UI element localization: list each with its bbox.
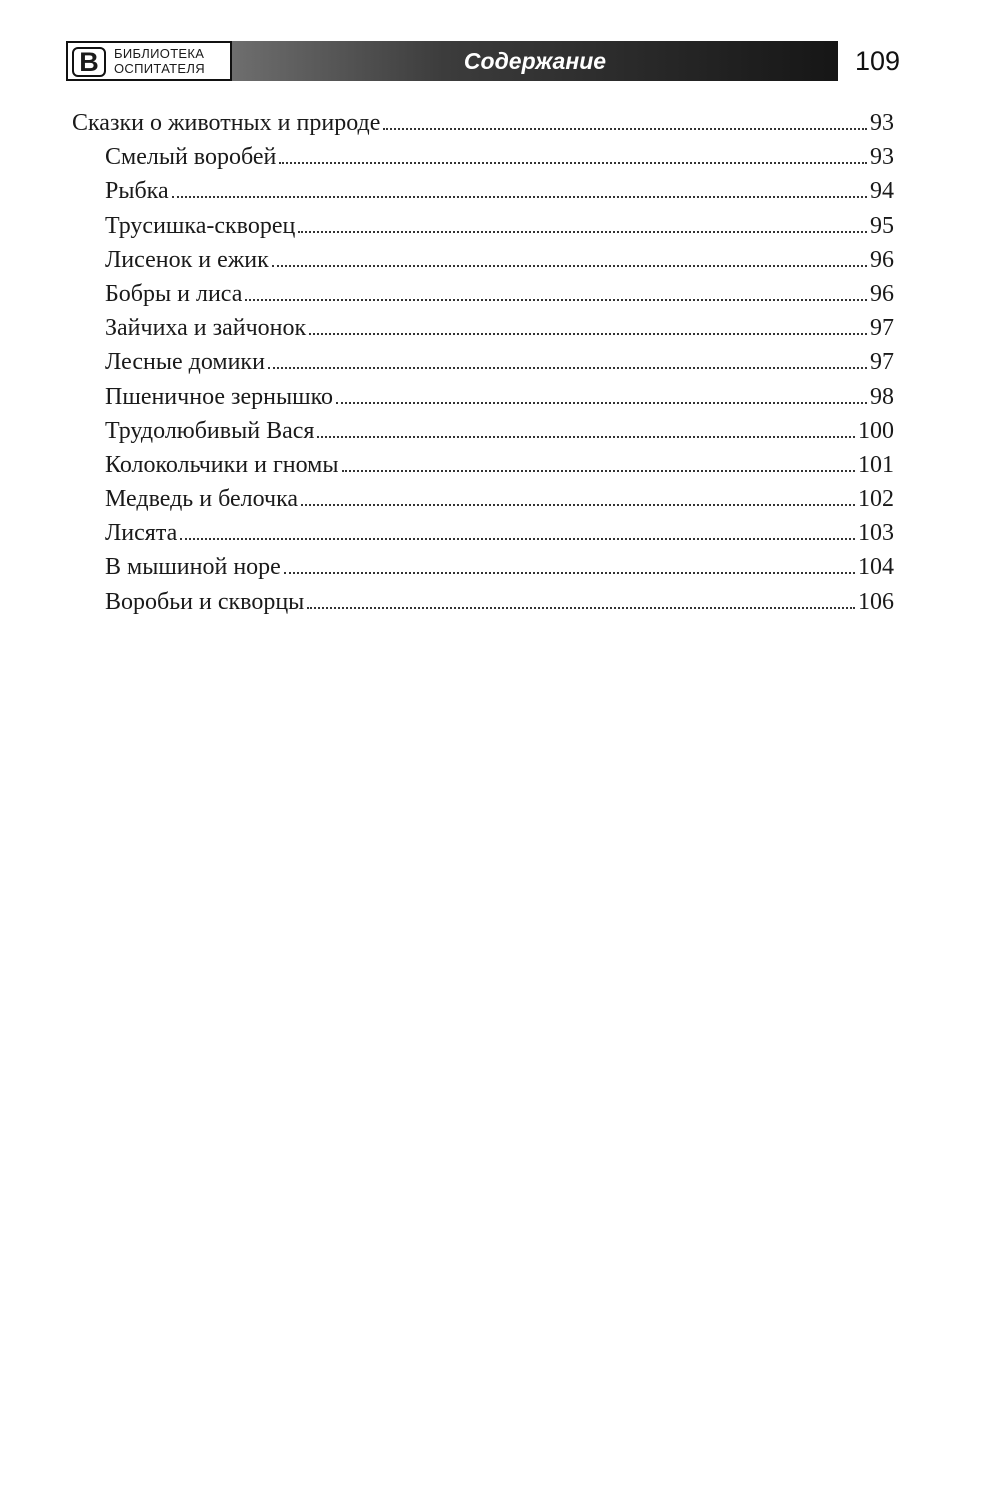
toc-entry-title: Сказки о животных и природе bbox=[72, 110, 381, 136]
toc-entry[interactable] bbox=[72, 345, 894, 379]
toc-entry[interactable] bbox=[72, 140, 894, 174]
toc-entry[interactable] bbox=[72, 414, 894, 448]
toc-entry-title: Зайчиха и зайчонок bbox=[105, 315, 307, 342]
page-header bbox=[66, 41, 900, 81]
series-logo bbox=[66, 41, 232, 81]
toc-entry-page: 104 bbox=[858, 554, 894, 581]
dot-leader bbox=[317, 436, 855, 438]
toc-entry-title: В мышиной норе bbox=[105, 554, 281, 581]
toc-entry-page: 106 bbox=[858, 588, 894, 615]
toc-entry-title: Лесные домики bbox=[105, 349, 265, 376]
toc-entry-title: Лисята bbox=[105, 520, 178, 547]
dot-leader bbox=[336, 402, 867, 404]
toc-entry[interactable] bbox=[72, 550, 894, 584]
toc-entry[interactable] bbox=[72, 482, 894, 516]
toc-entry[interactable] bbox=[72, 448, 894, 482]
toc-entry-page: 96 bbox=[870, 280, 894, 307]
dot-leader bbox=[172, 196, 867, 198]
dot-leader bbox=[298, 231, 867, 233]
toc-entry-page: 93 bbox=[870, 144, 894, 171]
dot-leader bbox=[301, 504, 855, 506]
toc-entry[interactable] bbox=[72, 243, 894, 277]
toc-entry-page: 98 bbox=[870, 383, 894, 410]
dot-leader bbox=[245, 299, 867, 301]
toc-entry-title: Воробьи и скворцы bbox=[105, 588, 305, 615]
toc-entry-title: Лисенок и ежик bbox=[105, 246, 269, 273]
toc-entry-page: 102 bbox=[858, 486, 894, 513]
toc-entry-title: Трудолюбивый Вася bbox=[105, 417, 315, 444]
toc-entry-page: 94 bbox=[870, 178, 894, 205]
section-title: Содержание bbox=[463, 48, 607, 74]
toc-entry-title: Бобры и лиса bbox=[105, 280, 243, 307]
dot-leader bbox=[284, 572, 855, 574]
dot-leader bbox=[307, 607, 855, 609]
dot-leader bbox=[342, 470, 856, 472]
toc-entry-title: Пшеничное зернышко bbox=[105, 383, 334, 410]
toc-entry-page: 95 bbox=[870, 212, 894, 239]
dot-leader bbox=[180, 538, 855, 540]
dot-leader bbox=[279, 162, 867, 164]
toc-entry[interactable] bbox=[72, 174, 894, 208]
toc-entry[interactable] bbox=[72, 585, 894, 619]
toc-entry-title: Смелый воробей bbox=[105, 144, 277, 171]
toc-entry[interactable] bbox=[72, 380, 894, 414]
toc-entry-page: 96 bbox=[870, 246, 894, 273]
toc-entry-page: 93 bbox=[870, 110, 894, 136]
dot-leader bbox=[268, 367, 867, 369]
header-bar bbox=[232, 41, 838, 81]
toc-entry[interactable] bbox=[72, 277, 894, 311]
toc-entry-page: 100 bbox=[858, 417, 894, 444]
dot-leader bbox=[383, 128, 867, 130]
toc-entry-title: Трусишка-скворец bbox=[105, 212, 296, 239]
logo-line-2: ОСПИТАТЕЛЯ bbox=[114, 61, 205, 76]
toc-entry[interactable] bbox=[72, 311, 894, 345]
toc-entry-title: Колокольчики и гномы bbox=[105, 451, 339, 478]
logo-line-1: БИБЛИОТЕКА bbox=[114, 46, 205, 61]
dot-leader bbox=[309, 333, 867, 335]
page-number: 109 bbox=[854, 46, 900, 76]
table-of-contents bbox=[72, 106, 894, 619]
toc-entry-page: 103 bbox=[858, 520, 894, 547]
dot-leader bbox=[272, 265, 867, 267]
toc-entry-page: 97 bbox=[870, 349, 894, 376]
toc-entry-title: Рыбка bbox=[105, 178, 169, 205]
toc-entry[interactable] bbox=[72, 209, 894, 243]
toc-section[interactable] bbox=[72, 106, 894, 140]
toc-entry-title: Медведь и белочка bbox=[105, 486, 299, 513]
toc-entry-page: 101 bbox=[858, 451, 894, 478]
toc-entry[interactable] bbox=[72, 516, 894, 550]
toc-entry-page: 97 bbox=[870, 315, 894, 342]
logo-letter: В bbox=[72, 47, 106, 77]
